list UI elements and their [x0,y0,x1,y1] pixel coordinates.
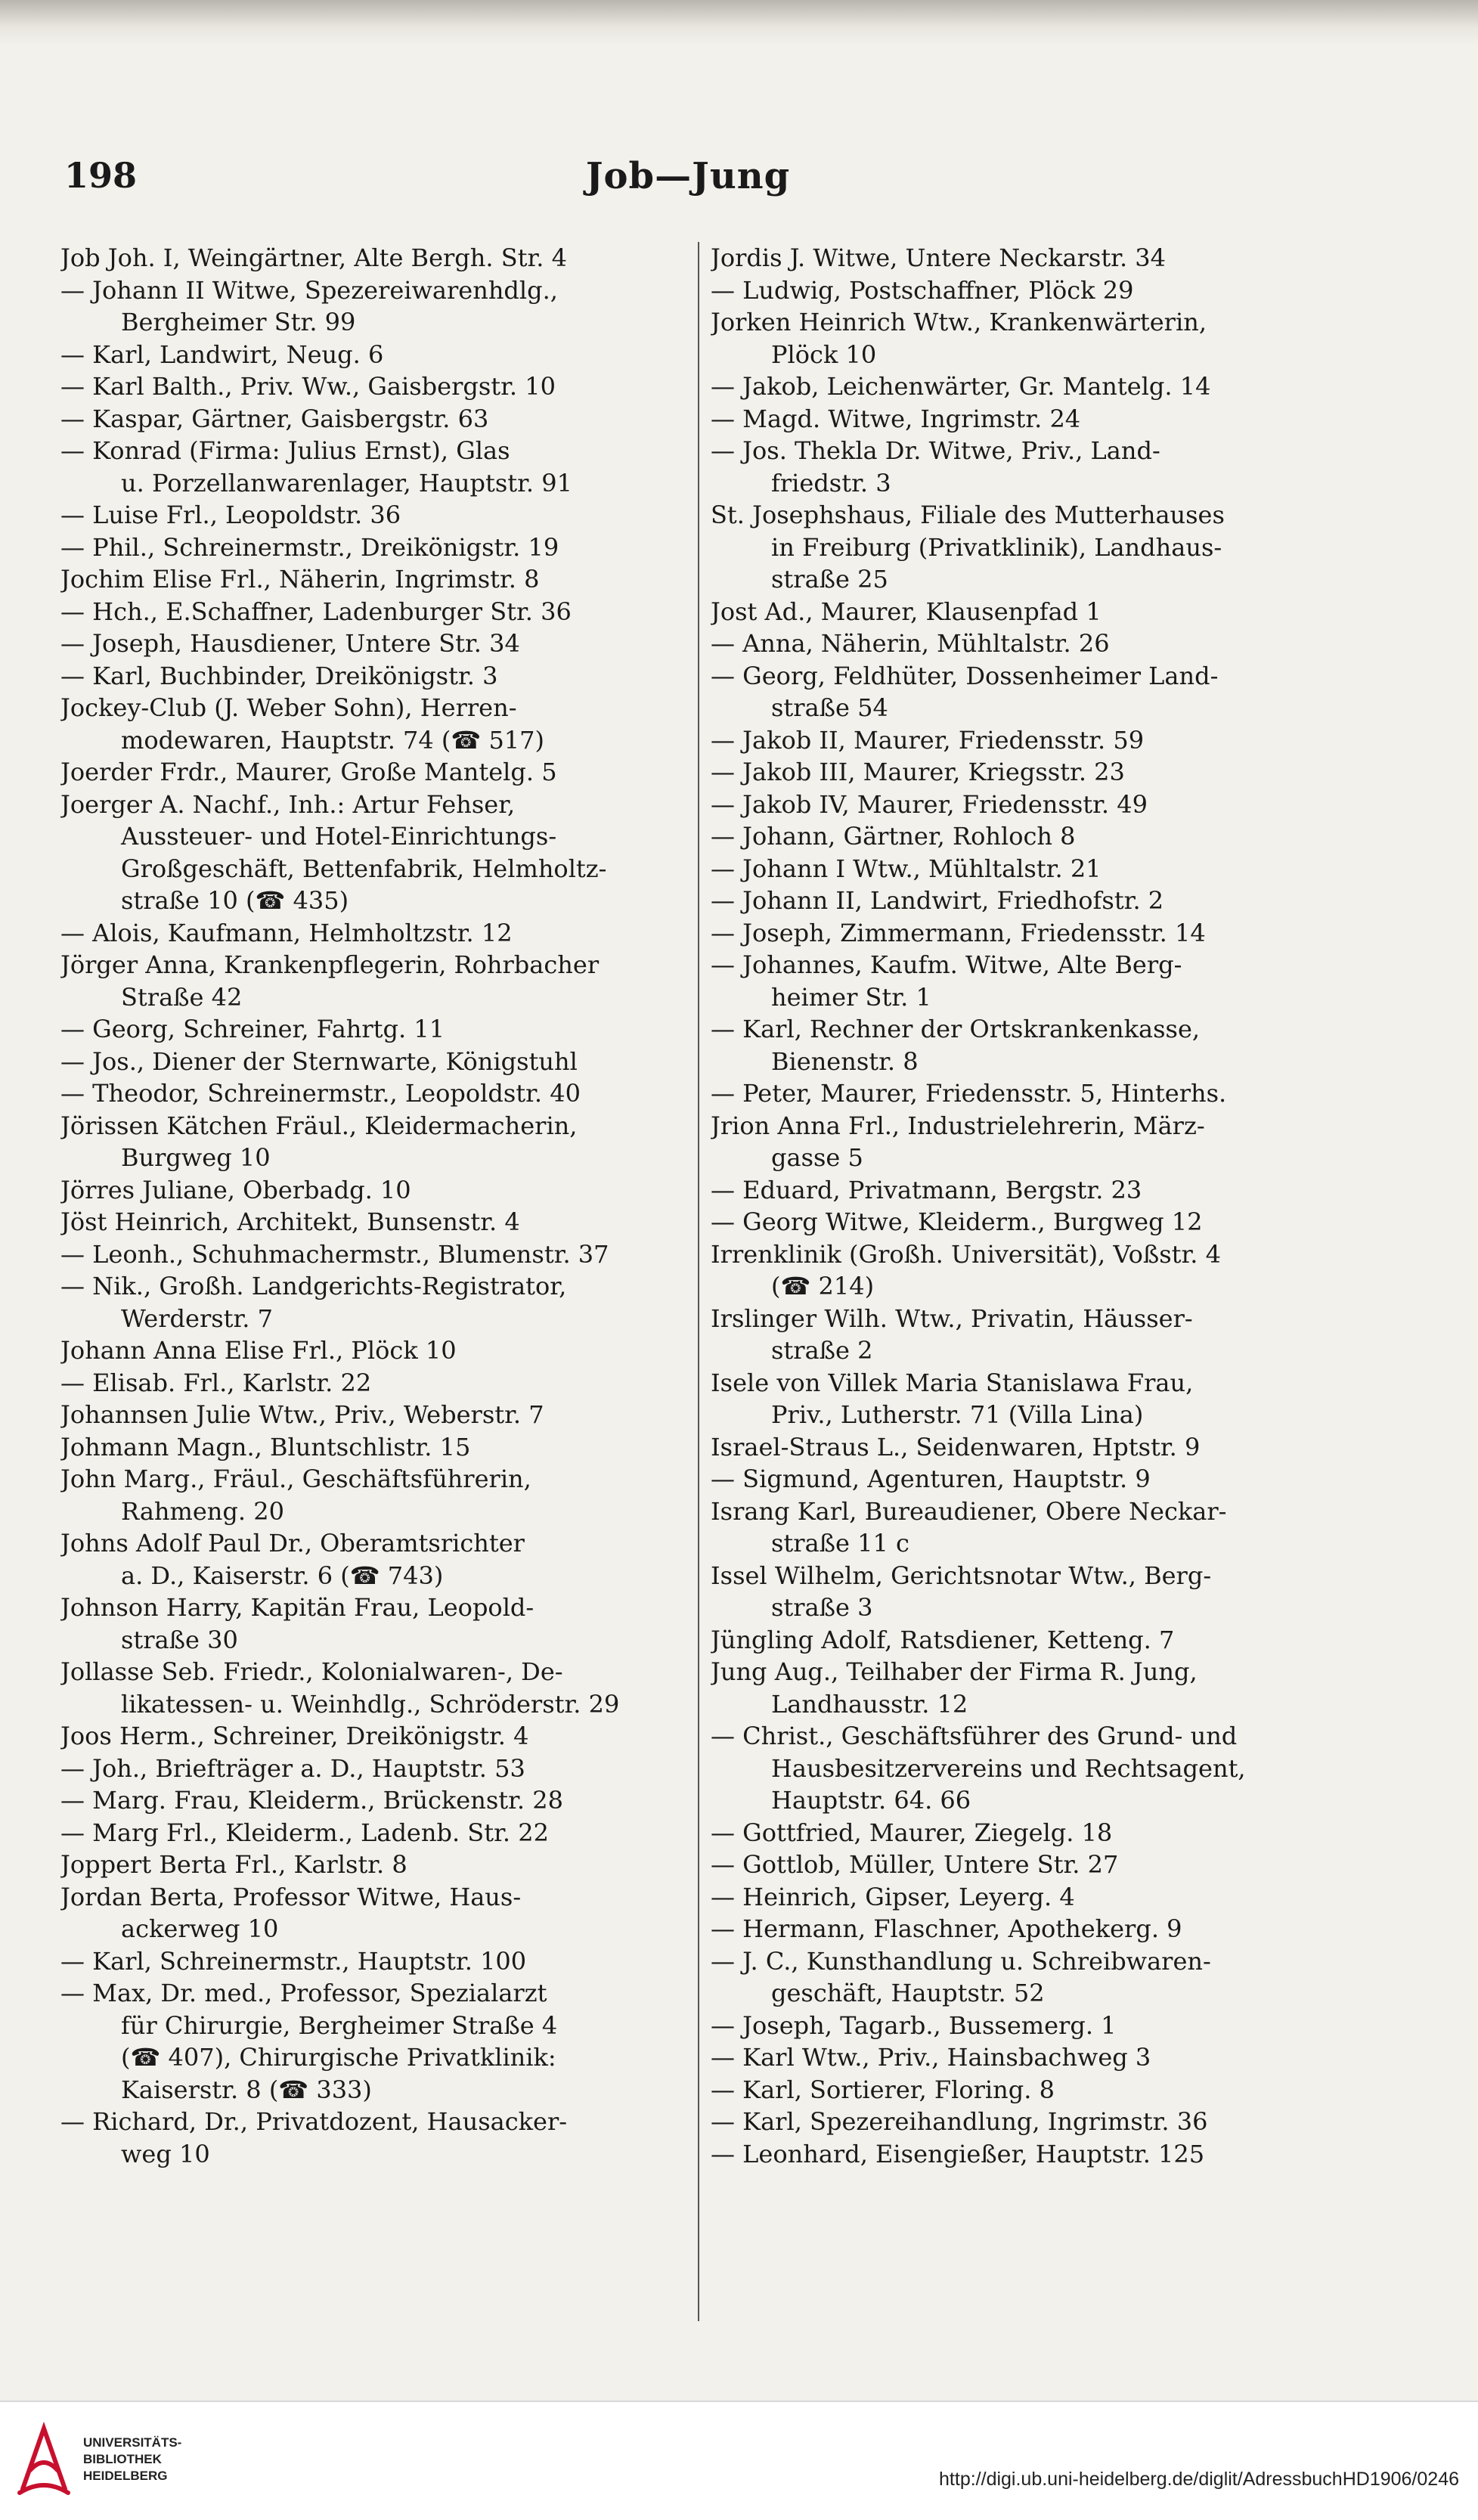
directory-entry: — Gottlob, Müller, Untere Str. 27 [711,1850,1119,1879]
column-divider [698,242,699,2321]
entry-continuation: straße 25 [771,565,888,594]
directory-entry: — Sigmund, Agenturen, Hauptstr. 9 [711,1465,1151,1493]
directory-entry: — Hch., E.Schaffner, Ladenburger Str. 36 [60,597,572,626]
entry-continuation: straße 3 [771,1593,873,1622]
directory-entry: — Christ., Geschäftsführer des Grund- und [711,1722,1238,1750]
directory-entry: — Karl, Spezereihandlung, Ingrimstr. 36 [711,2107,1208,2136]
directory-entry: Issel Wilhelm, Gerichtsnotar Wtw., Berg- [711,1561,1212,1590]
entry-continuation: Rahmeng. 20 [121,1496,284,1526]
entry-continuation: Aussteuer- und Hotel-Einrichtungs- [121,822,557,851]
directory-entry: Joerder Frdr., Maurer, Große Mantelg. 5 [60,758,557,786]
entry-continuation: straße 10 (☎ 435) [121,886,349,915]
directory-entry: Jockey-Club (J. Weber Sohn), Herren- [60,693,517,722]
directory-entry: Jüngling Adolf, Ratsdiener, Ketteng. 7 [711,1625,1175,1654]
entry-continuation: Plöck 10 [771,339,877,369]
entry-continuation: friedstr. 3 [771,468,891,497]
directory-entry: — Heinrich, Gipser, Leyerg. 4 [711,1882,1075,1911]
entry-continuation: modewaren, Hauptstr. 74 (☎ 517) [121,725,544,755]
directory-entry: — Luise Frl., Leopoldstr. 36 [60,501,401,529]
directory-entry: — Leonhard, Eisengießer, Hauptstr. 125 [711,2139,1205,2168]
directory-entry: Joos Herm., Schreiner, Dreikönigstr. 4 [60,1722,529,1750]
directory-entry: — Johann I Wtw., Mühltalstr. 21 [711,854,1102,883]
directory-entry: Joppert Berta Frl., Karlstr. 8 [60,1850,407,1879]
entry-continuation: straße 2 [771,1336,873,1365]
directory-entry: — Alois, Kaufmann, Helmholtzstr. 12 [60,918,513,947]
directory-entry: Job Joh. I, Weingärtner, Alte Bergh. Str. 4 [60,243,567,272]
directory-entry: Jörres Juliane, Oberbadg. 10 [60,1175,411,1204]
directory-entry: Jollasse Seb. Friedr., Kolonialwaren-, De- [60,1657,563,1686]
entry-continuation: (☎ 214) [771,1272,875,1300]
entry-continuation: Hauptstr. 64. 66 [771,1786,971,1815]
entry-continuation: Burgweg 10 [121,1143,271,1172]
directory-entry: — Peter, Maurer, Friedensstr. 5, Hinterhs. [711,1079,1227,1108]
entry-continuation: Großgeschäft, Bettenfabrik, Helmholtz- [121,854,607,883]
directory-entry: — Jos. Thekla Dr. Witwe, Priv., Land- [711,436,1160,465]
library-name-line: HEIDELBERG [83,2469,168,2483]
directory-entry: — Leonh., Schuhmachermstr., Blumenstr. 37 [60,1239,609,1269]
directory-entry: — J. C., Kunsthandlung u. Schreibwaren- [711,1946,1211,1976]
directory-entry: Jordis J. Witwe, Untere Neckarstr. 34 [711,243,1167,272]
directory-entry: Irslinger Wilh. Wtw., Privatin, Häusser- [711,1303,1193,1333]
directory-entry: Jörger Anna, Krankenpflegerin, Rohrbacher [60,950,600,979]
directory-entry: Johann Anna Elise Frl., Plöck 10 [60,1336,457,1365]
directory-entry: — Georg, Feldhüter, Dossenheimer Land- [711,661,1219,690]
directory-entry: — Georg Witwe, Kleiderm., Burgweg 12 [711,1207,1203,1236]
directory-entry: Joerger A. Nachf., Inh.: Artur Fehser, [60,789,516,819]
directory-entry: — Magd. Witwe, Ingrimstr. 24 [711,404,1081,433]
entry-continuation: geschäft, Hauptstr. 52 [771,1979,1045,2007]
directory-entry: Johannsen Julie Wtw., Priv., Weberstr. 7 [60,1400,544,1429]
directory-entry: — Ludwig, Postschaffner, Plöck 29 [711,275,1134,305]
entry-continuation: u. Porzellanwarenlager, Hauptstr. 91 [121,468,572,497]
directory-entry: — Jakob II, Maurer, Friedensstr. 59 [711,725,1145,755]
directory-entry: — Jakob IV, Maurer, Friedensstr. 49 [711,789,1148,819]
directory-entry: Jörissen Kätchen Fräul., Kleidermacherin, [60,1111,578,1140]
directory-entry: — Marg. Frau, Kleiderm., Brückenstr. 28 [60,1786,563,1815]
source-url[interactable]: http://digi.ub.uni-heidelberg.de/diglit/AdressbuchHD1906/0246 [939,2469,1459,2490]
directory-entry: — Elisab. Frl., Karlstr. 22 [60,1368,372,1397]
directory-entry: — Max, Dr. med., Professor, Spezialarzt [60,1979,547,2007]
directory-entry: St. Josephshaus, Filiale des Mutterhauses [711,501,1225,529]
directory-entry: — Karl Wtw., Priv., Hainsbachweg 3 [711,2043,1151,2072]
directory-entry: Jung Aug., Teilhaber der Firma R. Jung, [711,1657,1198,1686]
directory-entry: John Marg., Fräul., Geschäftsführerin, [60,1465,531,1493]
left-column [60,242,688,2359]
library-name-line: UNIVERSITÄTS- [83,2435,182,2450]
entry-continuation: Bienenstr. 8 [771,1046,919,1076]
entry-continuation: Hausbesitzervereins und Rechtsagent, [771,1753,1246,1783]
directory-entry: — Jakob III, Maurer, Kriegsstr. 23 [711,758,1125,786]
directory-entry: — Johann II Witwe, Spezereiwarenhdlg., [60,275,558,305]
directory-entry: Isele von Villek Maria Stanislawa Frau, [711,1368,1194,1397]
directory-entry: — Anna, Näherin, Mühltalstr. 26 [711,629,1110,658]
directory-entry: Israng Karl, Bureaudiener, Obere Neckar- [711,1496,1227,1526]
directory-entry: — Richard, Dr., Privatdozent, Hausacker- [60,2107,568,2136]
directory-entry: Johnson Harry, Kapitän Frau, Leopold- [60,1593,534,1622]
entry-continuation: likatessen- u. Weinhdlg., Schröderstr. 29 [121,1689,620,1719]
entry-continuation: gasse 5 [771,1143,863,1172]
library-name [83,2435,181,2484]
directory-entry: — Karl, Buchbinder, Dreikönigstr. 3 [60,661,498,690]
directory-entry: — Kaspar, Gärtner, Gaisbergstr. 63 [60,404,489,433]
directory-entry: — Karl, Sortierer, Floring. 8 [711,2075,1055,2104]
directory-entry: — Konrad (Firma: Julius Ernst), Glas [60,436,510,465]
library-seal-icon [14,2417,74,2500]
entry-continuation: (☎ 407), Chirurgische Privatklinik: [121,2043,556,2072]
directory-entry: — Joh., Briefträger a. D., Hauptstr. 53 [60,1753,525,1783]
directory-entry: Jrion Anna Frl., Industrielehrerin, März- [711,1111,1205,1140]
entry-continuation: Werderstr. 7 [121,1303,273,1333]
entry-continuation: Bergheimer Str. 99 [121,308,356,336]
directory-entry: — Georg, Schreiner, Fahrtg. 11 [60,1015,445,1043]
directory-entry: — Jos., Diener der Sternwarte, Königstuhl [60,1046,578,1076]
entry-continuation: a. D., Kaiserstr. 6 (☎ 743) [121,1561,444,1590]
directory-entry: — Hermann, Flaschner, Apothekerg. 9 [711,1914,1182,1943]
page-number: 198 [64,155,138,196]
directory-entry: Jochim Elise Frl., Näherin, Ingrimstr. 8 [60,565,540,594]
footer-bar [0,2401,1478,2520]
page-header [45,155,1331,208]
library-name-line: BIBLIOTHEK [83,2452,162,2466]
directory-entry: — Karl Balth., Priv. Ww., Gaisbergstr. 10 [60,372,556,401]
directory-entry: — Karl, Schreinermstr., Hauptstr. 100 [60,1946,527,1976]
directory-entry: — Johann II, Landwirt, Friedhofstr. 2 [711,886,1164,915]
directory-entry: Irrenklinik (Großh. Universität), Voßstr. 4 [711,1239,1221,1269]
directory-entry: Johmann Magn., Bluntschlistr. 15 [60,1432,471,1461]
directory-entry: — Karl, Landwirt, Neug. 6 [60,339,384,369]
directory-entry: — Joseph, Tagarb., Bussemerg. 1 [711,2010,1117,2040]
directory-entry: Israel-Straus L., Seidenwaren, Hptstr. 9 [711,1432,1201,1461]
entry-continuation: Straße 42 [121,982,243,1012]
entry-continuation: heimer Str. 1 [771,982,931,1012]
directory-entry: Jost Ad., Maurer, Klausenpfad 1 [711,597,1102,626]
entry-continuation: Priv., Lutherstr. 71 (Villa Lina) [771,1400,1144,1429]
right-column [711,242,1338,2359]
directory-entry: — Johannes, Kaufm. Witwe, Alte Berg- [711,950,1182,979]
entry-continuation: für Chirurgie, Bergheimer Straße 4 [121,2010,558,2040]
entry-continuation: in Freiburg (Privatklinik), Landhaus- [771,532,1222,562]
directory-entry: — Johann, Gärtner, Rohloch 8 [711,822,1076,851]
directory-entry: Johns Adolf Paul Dr., Oberamtsrichter [60,1529,525,1558]
entry-continuation: straße 54 [771,693,888,722]
directory-entry: — Phil., Schreinermstr., Dreikönigstr. 19 [60,532,559,562]
directory-entry: — Eduard, Privatmann, Bergstr. 23 [711,1175,1142,1204]
entry-continuation: Landhausstr. 12 [771,1689,968,1719]
entry-continuation: ackerweg 10 [121,1914,279,1943]
directory-entry: — Nik., Großh. Landgerichts-Registrator, [60,1272,567,1300]
directory-entry: Jorken Heinrich Wtw., Krankenwärterin, [711,308,1207,336]
directory-entry: Jöst Heinrich, Architekt, Bunsenstr. 4 [60,1207,520,1236]
directory-entry: — Karl, Rechner der Ortskrankenkasse, [711,1015,1201,1043]
directory-entry: — Joseph, Zimmermann, Friedensstr. 14 [711,918,1206,947]
directory-entry: Jordan Berta, Professor Witwe, Haus- [60,1882,522,1911]
running-head: Job—Jung [585,155,791,197]
directory-entry: — Marg Frl., Kleiderm., Ladenb. Str. 22 [60,1818,549,1847]
entry-continuation: weg 10 [121,2139,210,2168]
scan-edge [0,0,1478,45]
directory-entry: — Theodor, Schreinermstr., Leopoldstr. 40 [60,1079,581,1108]
directory-entry: — Joseph, Hausdiener, Untere Str. 34 [60,629,520,658]
directory-entry: — Jakob, Leichenwärter, Gr. Mantelg. 14 [711,372,1211,401]
entry-continuation: Kaiserstr. 8 (☎ 333) [121,2075,372,2104]
entry-continuation: straße 11 c [771,1529,909,1558]
entry-continuation: straße 30 [121,1625,238,1654]
directory-entry: — Gottfried, Maurer, Ziegelg. 18 [711,1818,1113,1847]
